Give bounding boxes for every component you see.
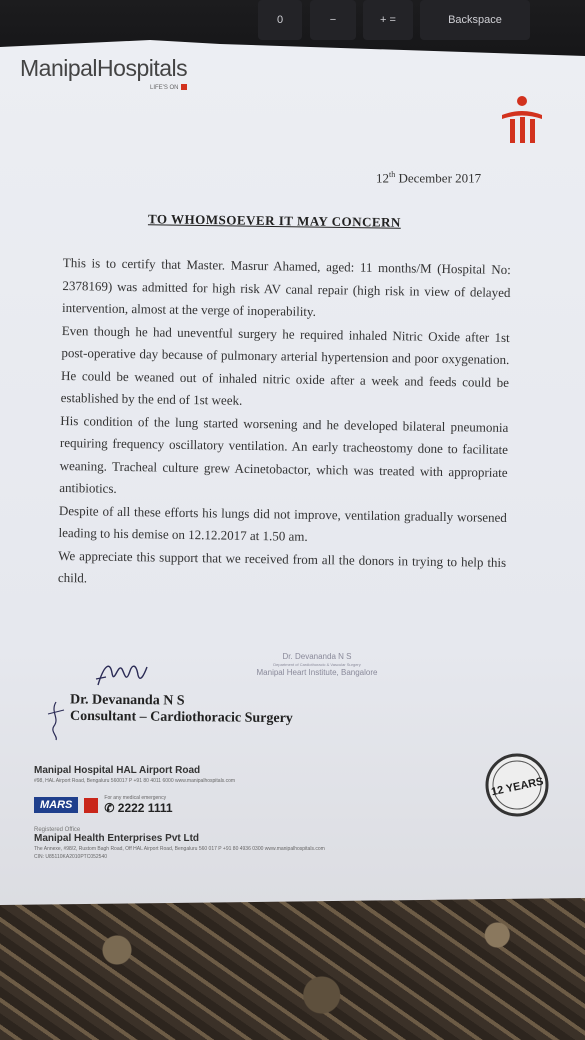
phone-icon: ✆	[104, 801, 118, 815]
keyboard-key-plus: + =	[363, 0, 413, 40]
hospital-logo-text: ManipalHospitals	[20, 55, 188, 81]
emergency-phone	[104, 801, 172, 815]
signatory-title: Consultant – Cardiothoracic Surgery	[69, 708, 293, 727]
mars-logo: MARS	[34, 797, 78, 813]
date-day: 12	[376, 170, 389, 186]
letter-heading: TO WHOMSOEVER IT MAY CONCERN	[147, 211, 401, 230]
body-paragraph: Despite of all these efforts his lungs did not improve, ventilation gradually worsened leading to his demise on 12.12.2017 at 1.50 am.	[58, 502, 508, 544]
stamp-department: Department of Cardiothoracic & Vascular Surgery	[273, 662, 361, 667]
company-name: Manipal Health Enterprises Pvt Ltd	[34, 833, 200, 844]
keyboard-key-zero: 0	[258, 0, 302, 40]
date-month-year: December 2017	[398, 170, 482, 186]
doctor-stamp	[232, 652, 402, 677]
mars-logo-block	[84, 798, 98, 813]
date-suffix: th	[389, 170, 396, 179]
tagline-square-icon	[181, 84, 187, 90]
letter-date	[376, 170, 481, 186]
footer-branch-name: Manipal Hospital HAL Airport Road	[34, 765, 201, 776]
manipal-emblem-icon	[500, 95, 544, 145]
footer-registered-office	[34, 827, 544, 860]
emergency-phone-number: 2222 1111	[117, 801, 173, 815]
registered-office-label: Registered Office	[34, 827, 81, 833]
tagline-text: LIFE'S ON	[150, 85, 179, 91]
body-paragraph: His condition of the lung started worsening and he developed bilateral pneumonia requiring frequency oscillatory ventilation. An early tracheostomy done to facilitate weaning. Tracheal culture grew Acinetobactor, which was treated with appropriate antibiotics.	[59, 412, 509, 496]
badge-text: 12 YEARS	[490, 775, 545, 799]
letter-body	[58, 252, 511, 596]
stamp-institute: Manipal Heart Institute, Bangalore	[256, 668, 378, 677]
emergency-info	[104, 795, 172, 815]
handwritten-initial-mark	[44, 700, 68, 742]
emergency-note: For any medical emergency	[104, 795, 167, 801]
anniversary-badge-icon	[484, 752, 550, 818]
body-paragraph: We appreciate this support that we received from all the donors in trying to help this child.	[57, 547, 507, 586]
handwritten-signature	[92, 655, 152, 695]
company-address: The Annexe, #98/2, Rustom Bagh Road, Off HAL Airport Road, Bengaluru 560 017 P +91 80 4936 0300 www.manipalhospitals.com	[34, 846, 325, 852]
stamp-name: Dr. Devananda N S	[282, 652, 352, 661]
company-cin: CIN: U85110KA2010PTC052540	[34, 854, 108, 860]
hospital-tagline	[150, 84, 187, 91]
footer-branch	[34, 765, 534, 784]
signatory-name: Dr. Devananda N S	[69, 692, 185, 709]
footer-emergency	[34, 795, 173, 815]
keyboard-key-backspace: Backspace	[420, 0, 530, 40]
footer-branch-address: #98, HAL Airport Road, Bengaluru 560017 P +91 80 4011 6000 www.manipalhospitals.com	[34, 778, 236, 784]
body-paragraph: Even though he had uneventful surgery he required inhaled Nitric Oxide after 1st post-operative day because of pulmonary arterial hypertension and poor oxygenation. He could be weaned out of inhaled nitric oxide after a week and feeds could be established by the end of 1st week.	[60, 322, 510, 408]
body-paragraph: This is to certify that Master. Masrur Ahamed, aged: 11 months/M (Hospital No: 2378169) was admitted for high risk AV canal repair (high risk in view of delayed intervention, almost at the verge of inoperability.	[62, 254, 511, 319]
keyboard-key-minus: −	[310, 0, 356, 40]
fabric-background	[0, 890, 585, 1040]
